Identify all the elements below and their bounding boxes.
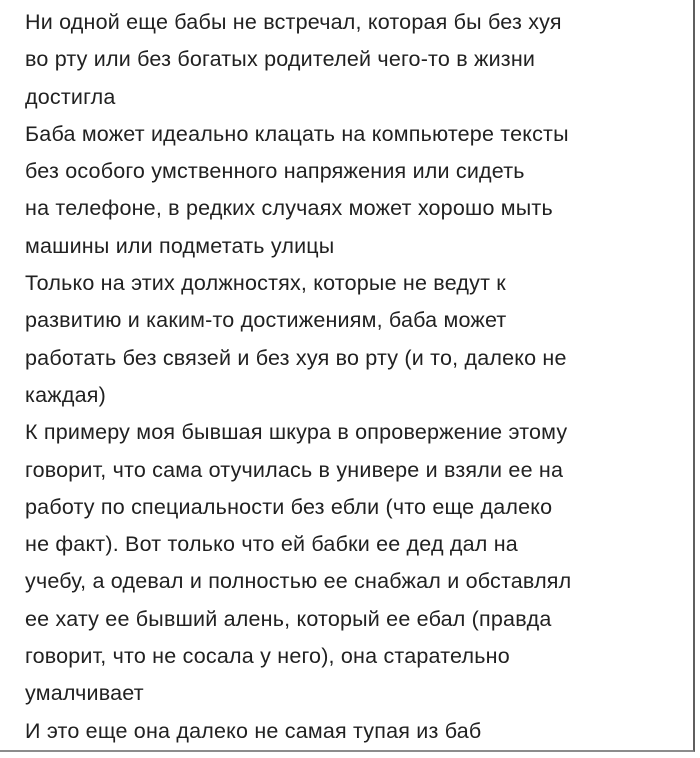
text-line: каждая) <box>25 382 106 407</box>
text-line: развитию и каким-то достижениям, баба может <box>25 308 507 333</box>
text-line: без особого умственного напряжения или сидеть <box>25 159 525 184</box>
text-line: И это еще она далеко не самая тупая из баб <box>25 718 482 743</box>
text-line: учебу, а одевал и полностью ее снабжал и обставлял <box>25 569 572 594</box>
text-line: ее хату ее бывший алень, который ее ебал (правда <box>25 606 552 631</box>
text-line: говорит, что сама отучилась в универе и взяли ее на <box>25 457 564 482</box>
text-line: на телефоне, в редких случаях может хорошо мыть <box>25 196 553 221</box>
text-line: машины или подметать улицы <box>25 233 335 258</box>
text-line: говорит, что не сосала у него), она старательно <box>25 644 510 669</box>
text-line: Только на этих должностях, которые не ведут к <box>25 271 506 296</box>
text-line: Баба может идеально клацать на компьютере тексты <box>25 121 569 146</box>
text-line: умалчивает <box>25 681 144 706</box>
text-line: не факт). Вот только что ей бабки ее дед дал на <box>25 532 518 557</box>
text-line: Ни одной еще бабы не встречал, которая бы без хуя <box>25 10 562 34</box>
text-line: работать без связей и без хуя во рту (и то, далеко не <box>25 345 567 370</box>
text-line: достигла <box>25 84 116 109</box>
text-line: работу по специальности без ебли (что еще далеко <box>25 494 553 519</box>
text-line: К примеру моя бывшая шкура в опровержение этому <box>25 420 568 445</box>
post-text-body <box>25 4 673 750</box>
text-line: во рту или без богатых родителей чего-то в жизни <box>25 47 536 72</box>
